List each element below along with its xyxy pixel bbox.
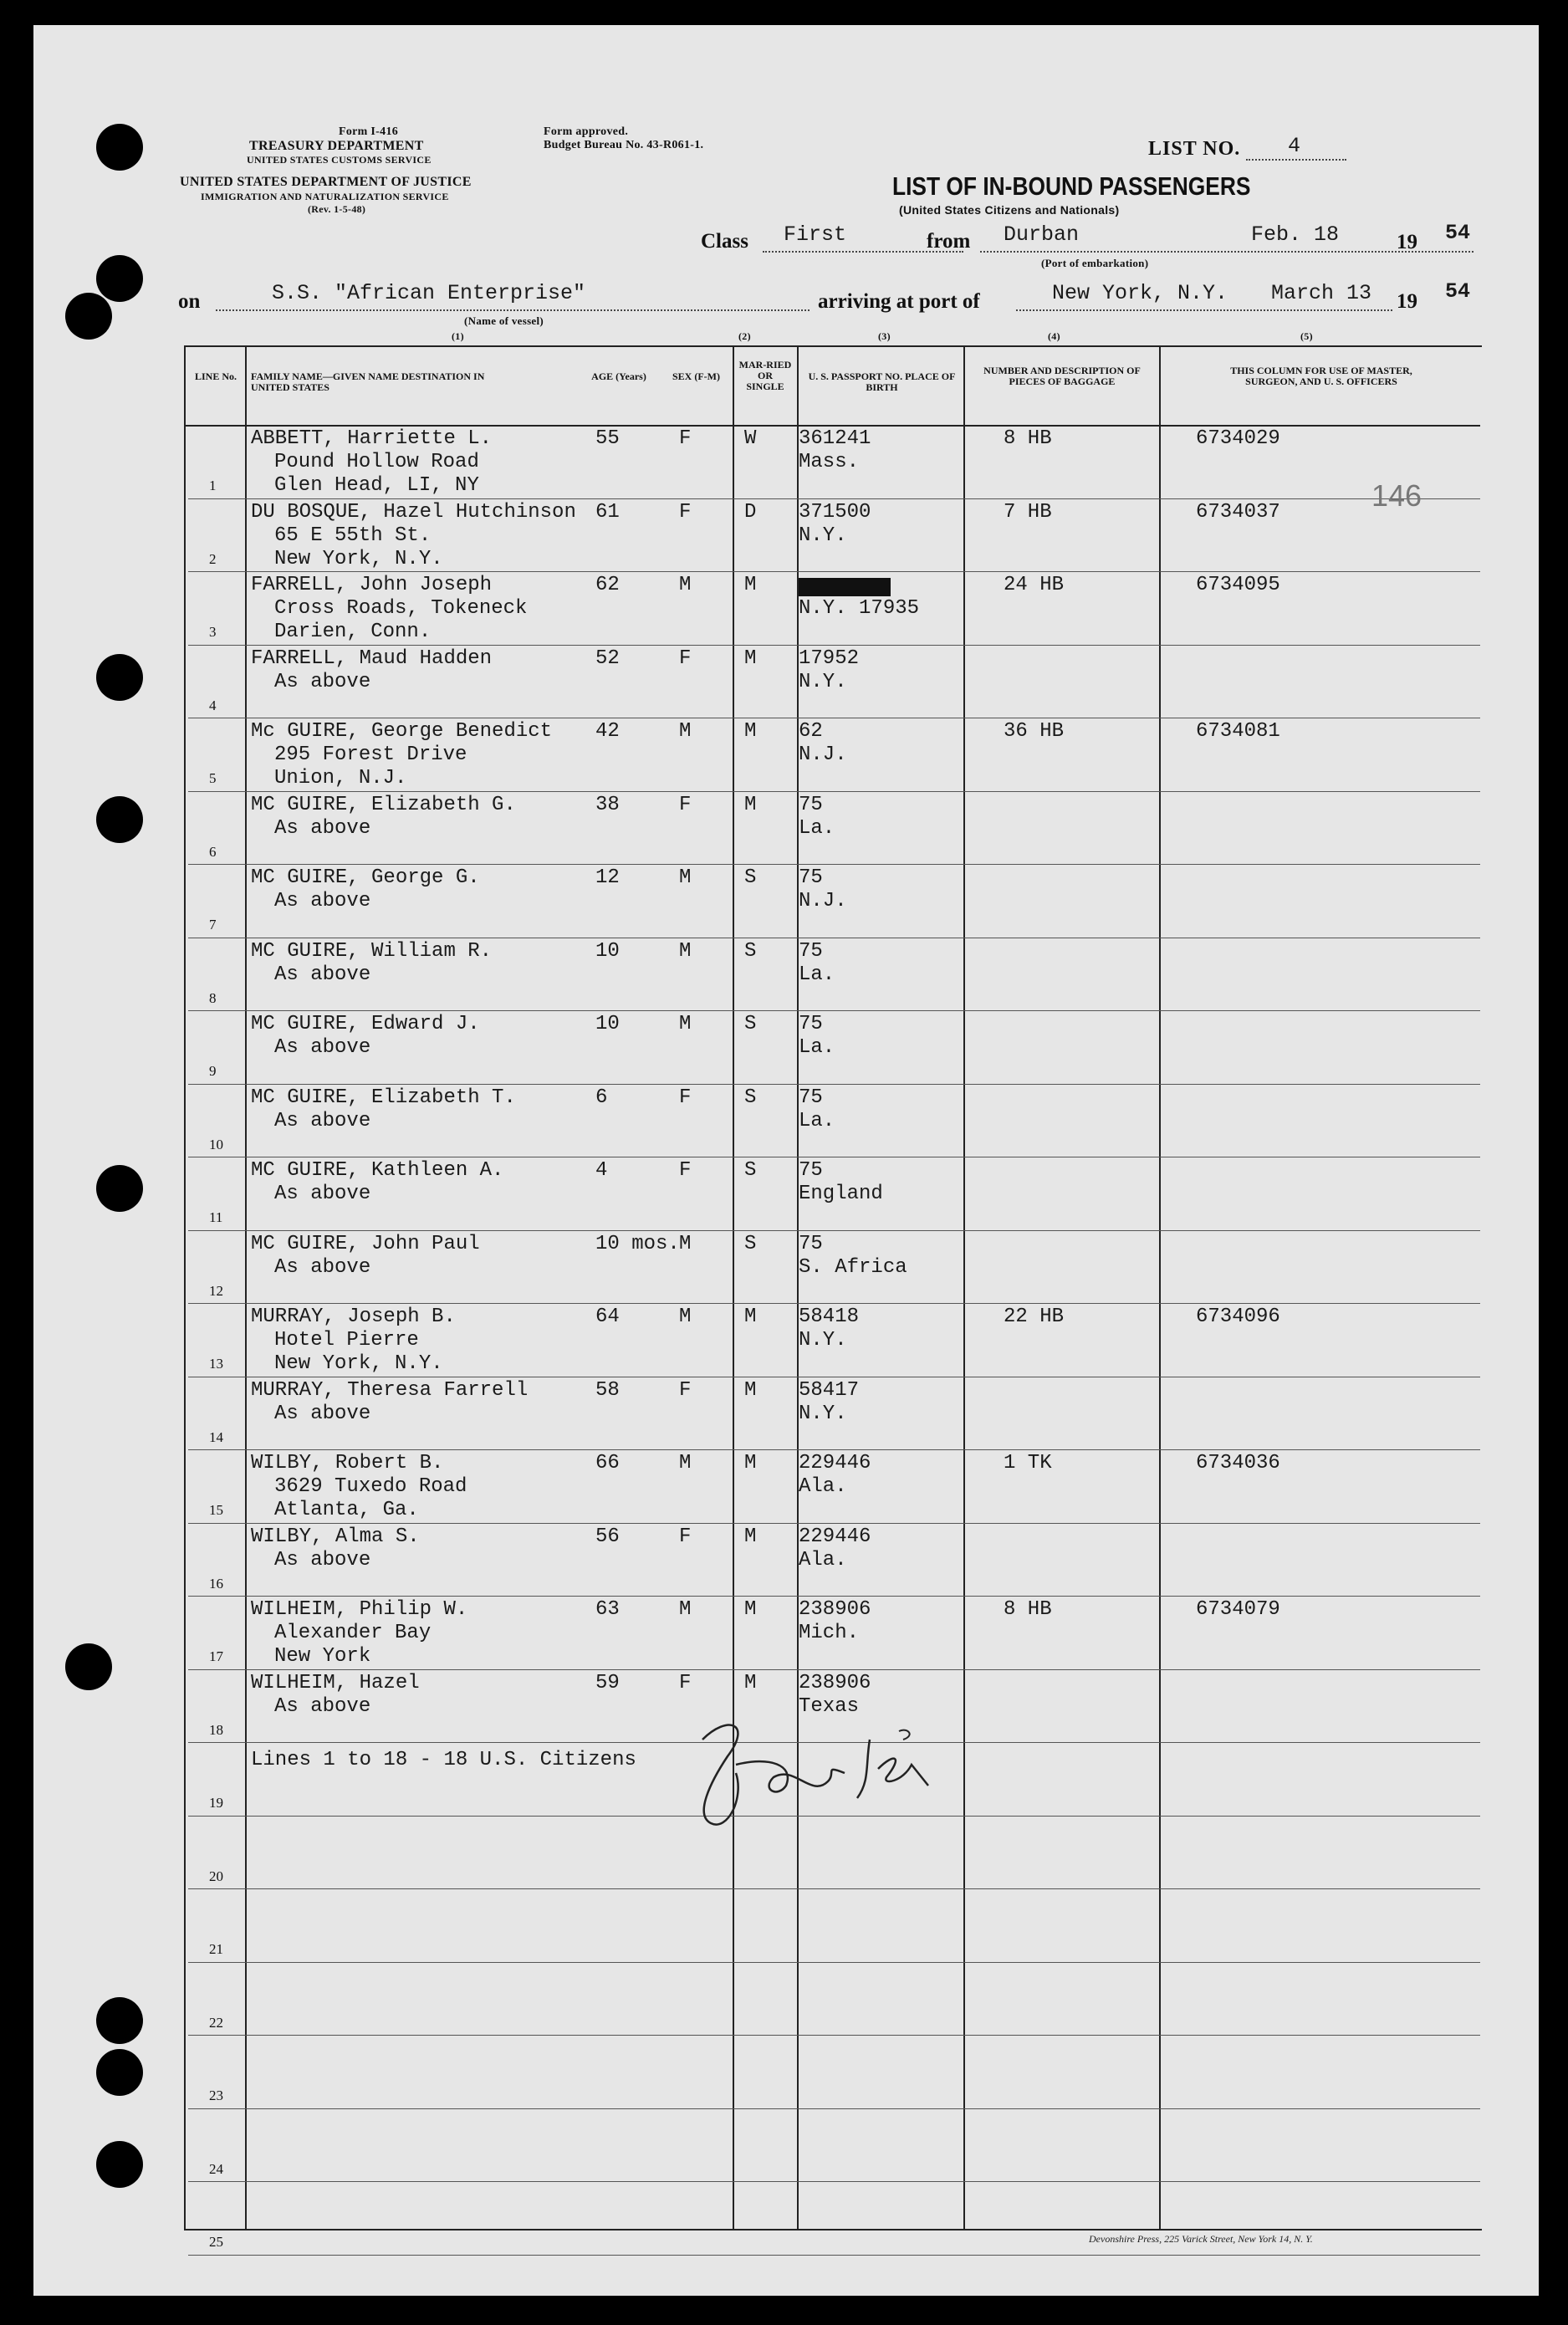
passport-number: 75 [799,1159,823,1182]
baggage-cell: 36 HB [1004,720,1065,743]
destination-line-1: As above [274,1036,371,1059]
budget-bureau: Budget Bureau No. 43-R061-1. [544,139,704,151]
passport-number: 229446 [799,1525,871,1548]
binder-hole [65,293,112,340]
list-no-label: LIST NO. [1148,138,1241,160]
row-divider [188,1230,1480,1231]
signature [677,1706,1004,1840]
marital-cell: S [744,939,757,963]
col-head-name: FAMILY NAME—GIVEN NAME DESTINATION IN UNITED STATES [251,370,485,393]
sex-cell: F [679,500,692,524]
age-cell: 61 [595,500,620,524]
revision: (Rev. 1-5-48) [308,203,366,215]
line-number: 9 [209,1063,217,1079]
sex-cell: F [679,1159,692,1182]
year-prefix-1: 19 [1397,231,1417,253]
line-number: 17 [209,1648,223,1664]
birth-place: N.Y. [799,524,847,547]
binder-hole [96,796,143,843]
destination-line-1: As above [274,1548,371,1571]
age-cell: 38 [595,793,620,816]
baggage-cell: 8 HB [1004,1598,1052,1621]
row-divider [188,1449,1480,1450]
baggage-cell: 7 HB [1004,500,1052,524]
col-head-passport: U. S. PASSPORT NO. PLACE OF BIRTH [808,370,956,393]
row-divider [188,645,1480,646]
marital-cell: M [744,793,757,816]
destination-line-1: As above [274,890,371,912]
birth-place: S. Africa [799,1255,907,1279]
class-value: First [784,222,847,247]
destination-line-1: 65 E 55th St. [274,524,432,547]
sex-cell: F [679,1671,692,1694]
row-divider [188,1669,1480,1670]
destination-line-1: As above [274,1402,371,1425]
passenger-name: ABBETT, Harriette L. [251,427,493,450]
birth-place: N.Y. [799,1402,847,1425]
passport-number: 17952 [799,646,860,670]
destination-line-2: Darien, Conn. [274,621,432,643]
destination-line-1: As above [274,670,371,693]
destination-line-2: New York [274,1645,371,1668]
baggage-cell: 8 HB [1004,427,1052,450]
line-number: 7 [209,917,217,933]
passenger-name: Mc GUIRE, George Benedict [251,720,553,743]
sex-cell: M [679,939,692,963]
line-number: 4 [209,697,217,713]
year-2: 54 [1445,279,1471,304]
age-cell: 10 [595,1013,620,1035]
passport-number: 58418 [799,1306,860,1328]
destination-line-1: Hotel Pierre [274,1329,419,1352]
col-head-married: MAR-RIED OR SINGLE [738,359,792,392]
col-num: (1) [452,330,464,342]
embark-date: Feb. 18 [1251,222,1340,247]
col-head-sex: SEX (F-M) [672,370,720,382]
passenger-name: WILHEIM, Philip W. [251,1598,468,1621]
justice-dept: UNITED STATES DEPARTMENT OF JUSTICE [180,175,472,189]
passenger-name: FARRELL, Maud Hadden [251,646,493,670]
passenger-name: WILHEIM, Hazel [251,1671,420,1694]
birth-place: N.Y. 17935 [799,597,920,620]
baggage-cell: 1 TK [1004,1452,1052,1474]
vessel-name: S.S. "African Enterprise" [272,281,586,305]
marital-cell: M [744,574,757,596]
line-number: 3 [209,624,217,640]
line-number: 2 [209,550,217,567]
row-divider [188,571,1480,572]
age-cell: 55 [595,427,620,450]
row-divider [188,1523,1480,1524]
passport-number: 238906 [799,1598,871,1621]
passenger-name: FARRELL, John Joseph [251,574,493,596]
marital-cell: M [744,1598,757,1621]
marital-cell: M [744,1306,757,1328]
line-number: 10 [209,1136,223,1152]
passport-number: 75 [799,866,823,889]
line-number: 5 [209,770,217,786]
row-divider [188,791,1480,792]
stamp-number: 146 [1371,478,1422,513]
line-number: 8 [209,989,217,1006]
marital-cell: M [744,1671,757,1694]
destination-line-2: Atlanta, Ga. [274,1499,419,1521]
marital-cell: S [744,1232,757,1255]
birth-place: N.Y. [799,1329,847,1352]
birth-place: Texas [799,1694,860,1718]
passport-number: 75 [799,939,823,963]
age-cell: 4 [595,1159,608,1182]
passenger-name: MURRAY, Joseph B. [251,1306,456,1328]
binder-hole [96,1997,143,2044]
col-num: (5) [1300,330,1313,342]
marital-cell: S [744,1159,757,1182]
from-value: Durban [1004,222,1080,247]
passport-number: 75 [799,1013,823,1035]
sex-cell: M [679,1452,692,1474]
row-divider [188,2035,1480,2036]
passenger-name: MC GUIRE, Elizabeth T. [251,1086,516,1109]
row-divider [188,1596,1480,1597]
age-cell: 64 [595,1306,620,1328]
officer-cell: 6734029 [1196,427,1280,450]
sex-cell: F [679,1086,692,1109]
age-cell: 10 mos. [595,1232,680,1255]
age-cell: 59 [595,1671,620,1694]
row-divider [188,1084,1480,1085]
passport-number: 75 [799,1086,823,1109]
col-divider [797,347,799,2229]
sex-cell: F [679,1525,692,1548]
destination-line-1: Cross Roads, Tokeneck [274,597,528,620]
line-number: 25 [209,2234,223,2250]
arrival-line [1016,309,1392,311]
row-divider [188,498,1480,499]
marital-cell: S [744,1013,757,1035]
binder-hole [96,1165,143,1212]
sex-cell: M [679,1306,692,1328]
vessel-caption: (Name of vessel) [464,314,544,327]
sex-cell: F [679,1378,692,1402]
sex-cell: M [679,1013,692,1035]
birth-place: N.J. [799,743,847,766]
row-divider [188,2108,1480,2109]
destination-line-2: Glen Head, LI, NY [274,474,479,497]
col-num: (3) [878,330,891,342]
arrival-date: March 13 [1271,281,1372,305]
marital-cell: D [744,500,757,524]
sex-cell: M [679,574,692,596]
col-num: (4) [1048,330,1060,342]
row-divider [188,2181,1480,2182]
sex-cell: F [679,793,692,816]
line-number: 15 [209,1502,223,1518]
birth-place: Ala. [799,1548,847,1571]
row-divider [188,1010,1480,1011]
birth-place: Mich. [799,1622,860,1644]
treasury-dept: TREASURY DEPARTMENT [249,139,424,153]
birth-place: N.J. [799,890,847,912]
marital-cell: M [744,720,757,743]
destination-line-2: New York, N.Y. [274,1352,443,1375]
binder-hole [96,124,143,171]
age-cell: 63 [595,1598,620,1621]
birth-place: N.Y. [799,670,847,693]
col-divider [963,347,965,2229]
year-1: 54 [1445,221,1471,245]
year-prefix-2: 19 [1397,290,1417,313]
line-number: 20 [209,1868,223,1884]
line-number: 16 [209,1575,223,1592]
passenger-name: MC GUIRE, George G. [251,866,480,889]
row-divider [188,1962,1480,1963]
list-no-value: 4 [1288,134,1301,158]
row-divider [188,864,1480,865]
destination-line-1: 3629 Tuxedo Road [274,1475,467,1498]
age-cell: 66 [595,1452,620,1474]
col-num: (2) [738,330,751,342]
row-divider [188,1303,1480,1304]
line-number: 23 [209,2087,223,2103]
marital-cell: M [744,1452,757,1474]
marital-cell: W [744,427,757,450]
passport-number: 62 [799,720,823,743]
binder-hole [65,1643,112,1690]
passenger-name: MC GUIRE, William R. [251,939,493,963]
passenger-name: MURRAY, Theresa Farrell [251,1378,529,1402]
customs-service: UNITED STATES CUSTOMS SERVICE [247,154,432,166]
line-number: 1 [209,478,217,493]
destination-line-1: As above [274,1255,371,1279]
birth-place: Ala. [799,1475,847,1498]
passport-number: 58417 [799,1378,860,1402]
baggage-cell: 22 HB [1004,1306,1065,1328]
baggage-cell: 24 HB [1004,574,1065,596]
destination-line-1: As above [274,1183,371,1205]
manifest-subtitle: (United States Citizens and Nationals) [899,203,1120,217]
passenger-name: MC GUIRE, Elizabeth G. [251,793,516,816]
officer-cell: 6734037 [1196,500,1280,524]
arrival-port: New York, N.Y. [1052,281,1228,305]
form-approved: Form approved. [544,125,629,138]
sex-cell: M [679,1598,692,1621]
line-number: 13 [209,1356,223,1372]
sex-cell: M [679,720,692,743]
destination-line-1: Alexander Bay [274,1622,432,1644]
passport-number: 371500 [799,500,871,524]
sex-cell: M [679,866,692,889]
redacted-passport [799,578,891,596]
birth-place: La. [799,1036,835,1059]
marital-cell: M [744,1378,757,1402]
from-label: from [927,230,971,253]
vessel-line [216,309,810,311]
passenger-name: MC GUIRE, Edward J. [251,1013,480,1035]
col-head-age: AGE (Years) [591,370,646,382]
col-divider [245,347,247,2229]
destination-line-2: New York, N.Y. [274,547,443,570]
binder-hole [96,654,143,701]
col-divider [733,347,734,2229]
marital-cell: M [744,1525,757,1548]
arriving-label: arriving at port of [818,290,980,313]
officer-cell: 6734081 [1196,720,1280,743]
row-divider [188,1888,1480,1889]
line-number: 11 [209,1209,223,1225]
age-cell: 56 [595,1525,620,1548]
passport-number: 229446 [799,1452,871,1474]
sex-cell: F [679,427,692,450]
age-cell: 10 [595,939,620,963]
officer-cell: 6734095 [1196,574,1280,596]
destination-line-1: As above [274,816,371,840]
list-no-line [1246,159,1346,161]
birth-place: La. [799,1109,835,1132]
age-cell: 58 [595,1378,620,1402]
marital-cell: M [744,646,757,670]
passenger-name: WILBY, Alma S. [251,1525,420,1548]
destination-line-1: Pound Hollow Road [274,451,479,473]
binder-hole [96,2141,143,2188]
marital-cell: S [744,1086,757,1109]
officer-cell: 6734036 [1196,1452,1280,1474]
age-cell: 62 [595,574,620,596]
manifest-title: LIST OF IN-BOUND PASSENGERS [892,171,1251,201]
age-cell: 52 [595,646,620,670]
col-divider [1159,347,1161,2229]
passenger-name: MC GUIRE, John Paul [251,1232,480,1255]
age-cell: 6 [595,1086,608,1109]
col-head-line: LINE No. [194,370,237,382]
line-number: 19 [209,1795,223,1811]
destination-line-1: As above [274,1694,371,1718]
line-number: 12 [209,1282,223,1299]
birth-place: England [799,1183,883,1205]
destination-line-1: As above [274,1109,371,1132]
passport-number: 75 [799,1232,823,1255]
line-number: 21 [209,1941,223,1957]
on-label: on [178,290,201,313]
age-cell: 12 [595,866,620,889]
passenger-name: MC GUIRE, Kathleen A. [251,1159,504,1182]
line-number: 14 [209,1428,223,1445]
line-number: 22 [209,2014,223,2031]
passport-number: 361241 [799,427,871,450]
printer-credit: Devonshire Press, 225 Varick Street, New York 14, N. Y. [1089,2233,1313,2245]
binder-hole [96,2049,143,2096]
summary-line: Lines 1 to 18 - 18 U.S. Citizens [251,1749,636,1771]
row-divider [188,2255,1480,2256]
line-number: 24 [209,2160,223,2177]
passenger-name: DU BOSQUE, Hazel Hutchinson [251,500,576,524]
destination-line-1: As above [274,963,371,986]
birth-place: La. [799,816,835,840]
officer-cell: 6734096 [1196,1306,1280,1328]
marital-cell: S [744,866,757,889]
class-label: Class [701,230,748,253]
col-head-officers: THIS COLUMN FOR USE OF MASTER, SURGEON, AND U. S. OFFICERS [1230,365,1412,387]
passport-number: 238906 [799,1671,871,1694]
form-number: Form I-416 [339,125,399,138]
birth-place: Mass. [799,451,860,473]
col-head-baggage: NUMBER AND DESCRIPTION OF PIECES OF BAGGAGE [983,365,1141,387]
destination-line-1: 295 Forest Drive [274,743,467,766]
ins-service: IMMIGRATION AND NATURALIZATION SERVICE [201,191,449,202]
binder-hole [96,255,143,302]
line-number: 6 [209,843,217,860]
age-cell: 42 [595,720,620,743]
birth-place: La. [799,963,835,986]
destination-line-2: Union, N.J. [274,767,407,789]
port-embark-caption: (Port of embarkation) [1041,257,1149,269]
line-number: 18 [209,1721,223,1738]
passenger-name: WILBY, Robert B. [251,1452,444,1474]
passport-number: 75 [799,793,823,816]
sex-cell: M [679,1232,692,1255]
sex-cell: F [679,646,692,670]
officer-cell: 6734079 [1196,1598,1280,1621]
